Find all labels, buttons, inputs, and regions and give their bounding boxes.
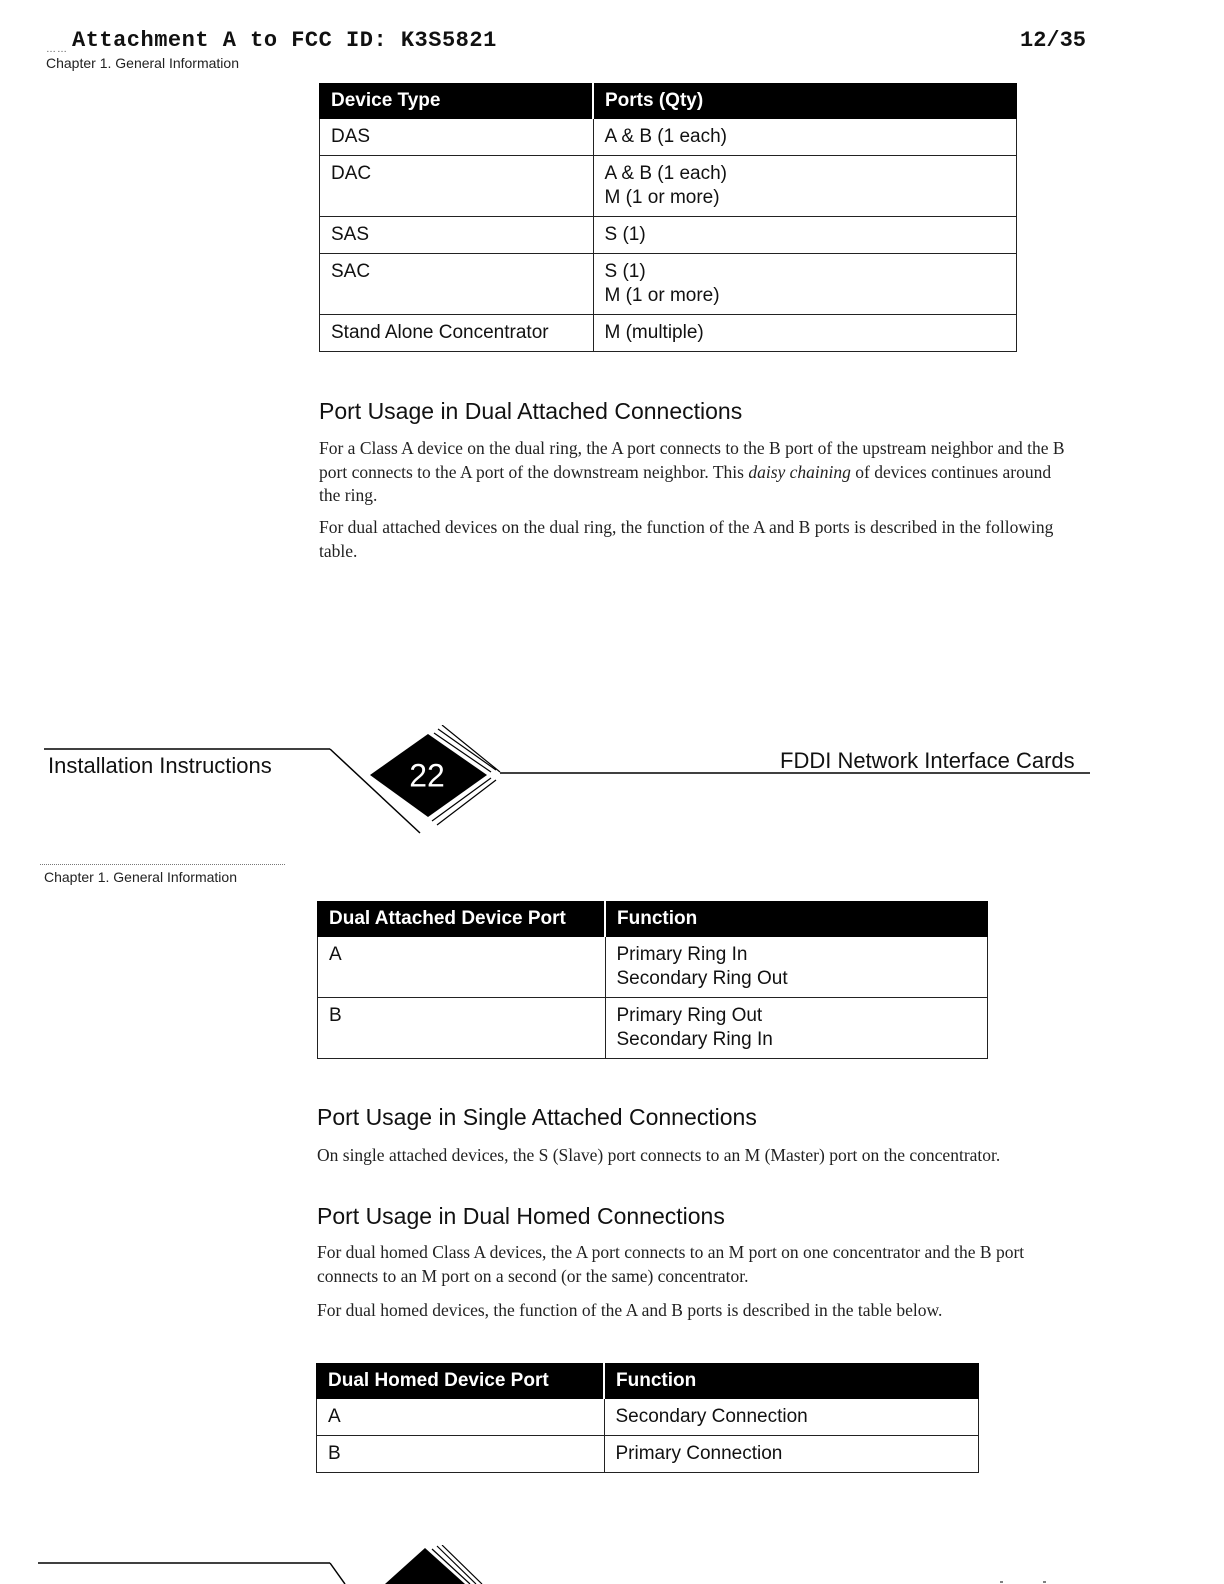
dual-homed-port-table bbox=[316, 1363, 979, 1473]
table-cell bbox=[605, 998, 988, 1059]
table-cell: S (1) bbox=[593, 217, 1017, 254]
table-cell: SAC bbox=[320, 254, 594, 315]
table-cell: DAS bbox=[320, 119, 594, 156]
cell-line: Primary Ring Out bbox=[616, 1005, 763, 1026]
table-header-row bbox=[320, 84, 1017, 119]
footer-left-title: Installation Instructions bbox=[48, 753, 272, 778]
table-cell: M (multiple) bbox=[593, 315, 1017, 352]
column-header: Function bbox=[604, 1364, 979, 1399]
table-row bbox=[320, 119, 1017, 156]
table-cell: B bbox=[318, 998, 606, 1059]
table-row bbox=[320, 156, 1017, 217]
paragraph: On single attached devices, the S (Slave) port connects to an M (Master) port on the concentrator. bbox=[317, 1145, 1001, 1165]
column-header: Ports (Qty) bbox=[593, 84, 1017, 119]
table-row bbox=[317, 1436, 979, 1473]
attachment-title: Attachment A to FCC ID: K3S5821 bbox=[72, 28, 497, 53]
paragraph: For dual homed Class A devices, the A port connects to an M port on one concentrator and the B port connects to an M port on a second (or the same) concentrator. bbox=[317, 1242, 1025, 1286]
table-cell: Secondary Connection bbox=[604, 1399, 979, 1436]
table-cell: DAC bbox=[320, 156, 594, 217]
column-header: Function bbox=[605, 902, 988, 937]
footer-graphic-partial bbox=[0, 1545, 1224, 1584]
paragraph bbox=[319, 437, 1069, 508]
page-number: 22 bbox=[409, 757, 445, 794]
cell-line: S (1) bbox=[604, 261, 646, 282]
table-header-row bbox=[317, 1364, 979, 1399]
page-counter: 12/35 bbox=[1020, 28, 1087, 53]
footer-right-title: FDDI Network Interface Cards bbox=[780, 748, 1075, 773]
paragraph: For dual homed devices, the function of the A and B ports is described in the table below. bbox=[317, 1300, 943, 1320]
column-header: Device Type bbox=[320, 84, 594, 119]
cell-line: Secondary Ring In bbox=[616, 1029, 773, 1050]
cell-line: M (1 or more) bbox=[604, 187, 720, 208]
column-header: Dual Homed Device Port bbox=[317, 1364, 605, 1399]
table-row bbox=[317, 1399, 979, 1436]
table-cell: A bbox=[317, 1399, 605, 1436]
column-header: Dual Attached Device Port bbox=[318, 902, 606, 937]
footer-graphic bbox=[0, 725, 1224, 840]
cell-line: M (1 or more) bbox=[604, 285, 720, 306]
table-cell bbox=[605, 937, 988, 998]
section-heading: Port Usage in Dual Attached Connections bbox=[319, 398, 743, 424]
table-cell: SAS bbox=[320, 217, 594, 254]
device-type-table bbox=[319, 83, 1017, 352]
cell-line: Secondary Ring Out bbox=[616, 968, 788, 989]
table-cell: A bbox=[318, 937, 606, 998]
paragraph-text: of devices continues around the ring. bbox=[319, 461, 1052, 505]
table-row bbox=[318, 937, 988, 998]
dotted-rule bbox=[40, 864, 285, 865]
header-dots: …… bbox=[46, 44, 68, 55]
table-row bbox=[320, 315, 1017, 352]
table-cell bbox=[593, 156, 1017, 217]
table-row bbox=[320, 217, 1017, 254]
table-cell: B bbox=[317, 1436, 605, 1473]
emphasis-text: daisy chaining bbox=[748, 461, 851, 482]
chapter-label: Chapter 1. General Information bbox=[44, 869, 237, 885]
table-cell bbox=[593, 254, 1017, 315]
cell-line: A & B (1 each) bbox=[604, 163, 728, 184]
section-heading: Port Usage in Dual Homed Connections bbox=[317, 1203, 725, 1229]
table-header-row bbox=[318, 902, 988, 937]
table-cell: Primary Connection bbox=[604, 1436, 979, 1473]
section-heading: Port Usage in Single Attached Connections bbox=[317, 1104, 757, 1130]
cell-line: Primary Ring In bbox=[616, 944, 748, 965]
table-cell: Stand Alone Concentrator bbox=[320, 315, 594, 352]
table-cell: A & B (1 each) bbox=[593, 119, 1017, 156]
paragraph: For dual attached devices on the dual ring, the function of the A and B ports is described in the following table. bbox=[319, 517, 1054, 561]
dual-attached-port-table bbox=[317, 901, 988, 1059]
chapter-label: Chapter 1. General Information bbox=[46, 55, 239, 71]
table-row bbox=[320, 254, 1017, 315]
table-row bbox=[318, 998, 988, 1059]
paragraph-text: For a Class A device on the dual ring, the A port connects to the B port of the upstream neighbor and the B port connects to the A port of the downstream neighbor. This bbox=[319, 438, 1065, 482]
